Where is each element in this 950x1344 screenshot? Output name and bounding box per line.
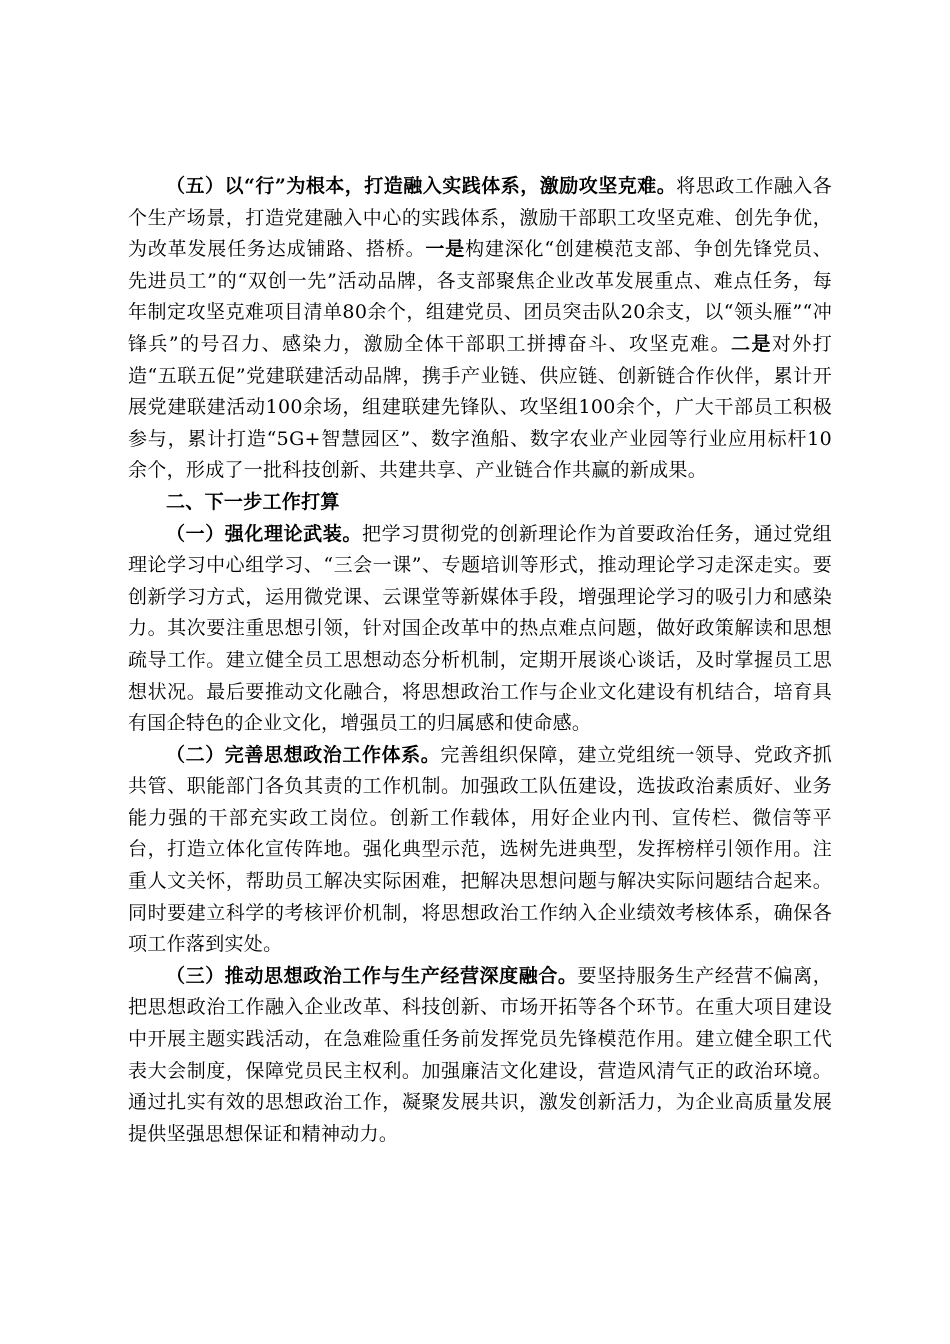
section-5-text-1: 将思政工作融入各个生产场景，打造党建融入中心的实践体系，激励干部职工攻坚克难、创先争优，为改革发展任务达成铺路、搭桥。: [128, 175, 832, 261]
paragraph-plan-2: [128, 740, 832, 961]
paragraph-plan-1: [128, 519, 832, 740]
section-5-text-2: 构建深化“创建模范支部、争创先锋党员、先进员工”的“双创一先”活动品牌，各支部聚焦企业改革发展重点、难点任务，每年制定攻坚克难项目清单80余个，组建党员、团员突击队20余支，以“领头雁”“冲锋兵”的号召力、感染力，激励全体干部职工拼搏奋斗、攻坚克难。: [128, 238, 832, 355]
paragraph-section-5: [128, 171, 832, 487]
section-5-lead: （五）以“行”为根本，打造融入实践体系，激励攻坚克难。: [166, 175, 677, 197]
paragraph-plan-3: [128, 961, 832, 1151]
section-5-marker-2: 二是: [731, 332, 772, 355]
plan-1-lead: （一）强化理论武装。: [166, 522, 362, 545]
section-5-text-3: 对外打造“五联五促”党建联建活动品牌，携手产业链、供应链、创新链合作伙伴，累计开展党建联建活动100余场，组建联建先锋队、攻坚组100余个，广大干部员工积极参与，累计打造“5G+智慧园区”、数字渔船、数字农业产业园等行业应用标杆10余个，形成了一批科技创新、共建共享、产业链合作共赢的新成果。: [128, 332, 832, 482]
plan-3-text: 要坚持服务生产经营不偏离，把思想政治工作融入企业改革、科技创新、市场开拓等各个环节。在重大项目建设中开展主题实践活动，在急难险重任务前发挥党员先锋模范作用。建立健全职工代表大会制度，保障党员民主权利。加强廉洁文化建设，营造风清气正的政治环境。通过扎实有效的思想政治工作，凝聚发展共识，激发创新活力，为企业高质量发展提供坚强思想保证和精神动力。: [128, 964, 832, 1145]
plan-2-text: 完善组织保障，建立党组统一领导、党政齐抓共管、职能部门各负其责的工作机制。加强政工队伍建设，选拔政治素质好、业务能力强的干部充实政工岗位。创新工作载体，用好企业内刊、宣传栏、微信等平台，打造立体化宣传阵地。强化典型示范，选树先进典型，发挥榜样引领作用。注重人文关怀，帮助员工解决实际困难，把解决思想问题与解决实际问题结合起来。同时要建立科学的考核评价机制，将思想政治工作纳入企业绩效考核体系，确保各项工作落到实处。: [128, 743, 832, 956]
section-5-marker-1: 一是: [425, 238, 466, 261]
document-page: [128, 171, 832, 1150]
plan-3-lead: （三）推动思想政治工作与生产经营深度融合。: [166, 964, 578, 987]
plan-1-text: 把学习贯彻党的创新理论作为首要政治任务，通过党组理论学习中心组学习、“三会一课”、专题培训等形式，推动理论学习走深走实。要创新学习方式，运用微党课、云课堂等新媒体手段，增强理论学习的吸引力和感染力。其次要注重思想引领，针对国企改革中的热点难点问题，做好政策解读和思想疏导工作。建立健全员工思想动态分析机制，定期开展谈心谈话，及时掌握员工思想状况。最后要推动文化融合，将思想政治工作与企业文化建设有机结合，培育具有国企特色的企业文化，增强员工的归属感和使命感。: [128, 522, 832, 735]
section-heading-2: 二、下一步工作打算: [166, 490, 340, 513]
plan-2-lead: （二）完善思想政治工作体系。: [166, 743, 441, 766]
